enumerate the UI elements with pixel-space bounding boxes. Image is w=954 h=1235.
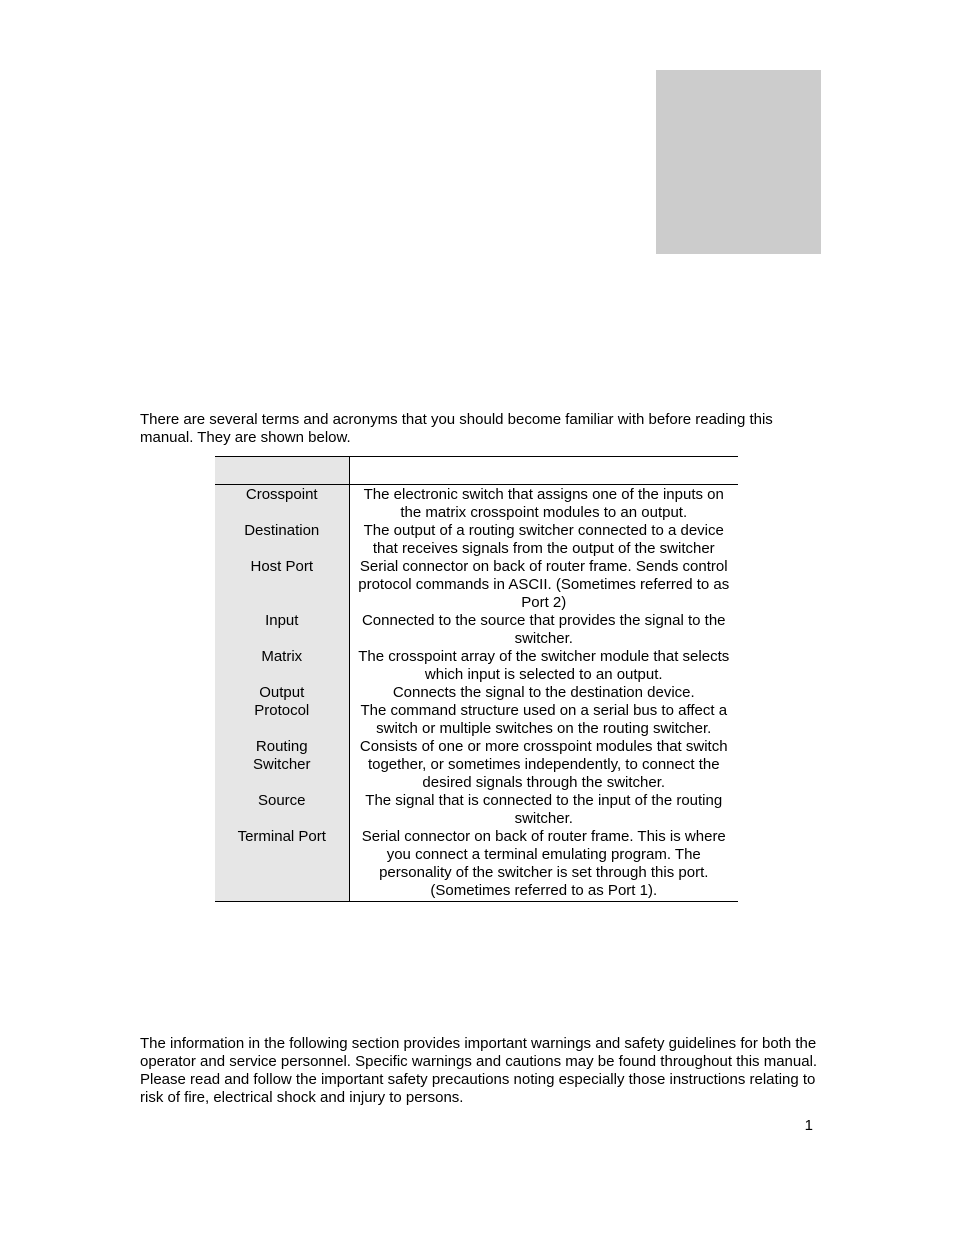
definition-cell: Serial connector on back of router frame. This is where you connect a terminal emulating program. The personality of the switcher is set through this port. (Sometimes referred to as Port 1). xyxy=(349,828,738,902)
term-column-header xyxy=(215,457,349,485)
term-cell: Matrix xyxy=(215,648,349,684)
definition-cell: The signal that is connected to the input of the routing switcher. xyxy=(365,792,723,827)
chapter-tab-block xyxy=(656,70,821,254)
definition-cell: Consists of one or more crosspoint modules that switch together, or sometimes independently, to connect the desired signals through the switcher. xyxy=(359,738,728,791)
table-row xyxy=(215,522,738,558)
definition-cell: The command structure used on a serial bus to affect a switch or multiple switches on the routing switcher. xyxy=(360,702,728,737)
table-row xyxy=(215,485,738,523)
definition-column-header xyxy=(349,457,738,485)
page-number: 1 xyxy=(804,1117,813,1134)
term-cell: Input xyxy=(215,612,349,648)
terms-table-header xyxy=(215,457,738,485)
definition-cell: Connects the signal to the destination device. xyxy=(392,684,695,701)
table-row xyxy=(215,828,738,902)
definition-cell: The output of a routing switcher connected to a device that receives signals from the output of the switcher xyxy=(363,522,724,557)
term-cell: Terminal Port xyxy=(215,828,349,902)
term-cell: Host Port xyxy=(215,558,349,612)
table-row xyxy=(215,648,738,684)
term-cell: Output xyxy=(215,684,349,702)
definition-cell: Connected to the source that provides the signal to the switcher. xyxy=(361,612,726,647)
table-row xyxy=(215,738,738,792)
table-row xyxy=(215,792,738,828)
term-cell: Source xyxy=(215,792,349,828)
definition-cell: Serial connector on back of router frame. Sends control protocol commands in ASCII. (Sometimes referred to as Port 2) xyxy=(358,558,730,611)
term-cell: Crosspoint xyxy=(215,485,349,523)
term-cell: Routing Switcher xyxy=(215,738,349,792)
terms-table xyxy=(215,456,738,902)
definition-cell: The electronic switch that assigns one of the inputs on the matrix crosspoint modules to an output. xyxy=(363,486,724,521)
table-row xyxy=(215,684,738,702)
term-cell: Protocol xyxy=(215,702,349,738)
safety-paragraph: The information in the following section provides important warnings and safety guidelines for both the operator and service personnel. Specific warnings and cautions may be found throughout this manual. Please read and follow the important safety precautions noting especially those instructions relating to risk of fire, electrical shock and injury to persons. xyxy=(140,1035,818,1106)
table-row xyxy=(215,558,738,612)
table-row xyxy=(215,702,738,738)
table-row xyxy=(215,612,738,648)
term-cell: Destination xyxy=(215,522,349,558)
intro-paragraph: There are several terms and acronyms that you should become familiar with before reading this manual. They are shown below. xyxy=(140,411,773,446)
definition-cell: The crosspoint array of the switcher module that selects which input is selected to an output. xyxy=(358,648,730,683)
